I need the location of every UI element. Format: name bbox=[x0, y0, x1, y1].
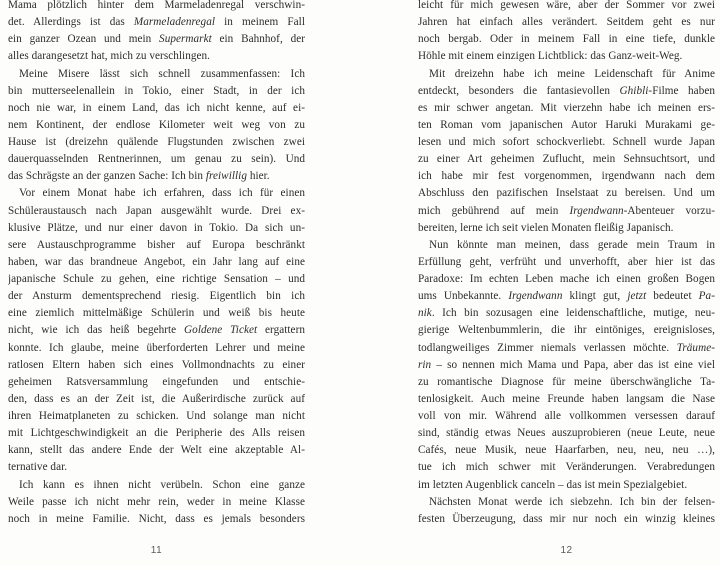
text-line: leicht für mich gewesen wäre, aber der Sommer vor zwei bbox=[418, 0, 715, 11]
text-line: nem Kontinent, der endlose Kilometer weit weg von zu bbox=[8, 118, 305, 131]
text-line: bereiten, lerne ich seit vielen Monaten fleißig Japanisch. bbox=[418, 221, 674, 234]
page-right bbox=[418, 0, 715, 565]
text-line: das Schrägste an der ganzen Sache: Ich bin freiwillig hier. bbox=[8, 170, 270, 183]
text-line: ihren Heimatplaneten zu schicken. Und solange man nicht bbox=[8, 410, 305, 422]
text-line: der Ansturm dementsprechend riesig. Eigentlich bin ich bbox=[8, 290, 305, 303]
text-line: gierige Weltenbummlerin, die ihr eintöniges, ereignisloses, bbox=[418, 324, 715, 337]
text-line: det. Allerdings ist das Marmeladenregal in meinem Fall bbox=[8, 16, 305, 29]
text-line: todlangweiliges Zimmer niemals verlassen möchte. Träume- bbox=[418, 341, 715, 354]
page-left-number: 11 bbox=[150, 545, 163, 556]
text-line: zu romantische Diagnose für meine überschwängliche Ta- bbox=[418, 375, 715, 388]
text-line: Schüleraustausch nach Japan ausgewählt wurde. Drei ex- bbox=[8, 204, 305, 217]
text-line: tenlosigkeit. Auch meine Freunde haben langsam die Nase bbox=[418, 392, 715, 405]
text-line: Abschluss den pazifischen Inselstaat zu bereisen. Und um bbox=[418, 187, 715, 200]
text-line: festen Überzeugung, dass mir nur noch ein winzig kleines bbox=[418, 512, 715, 525]
text-line: Paradoxe: Im echten Leben mache ich einen großen Bogen bbox=[418, 273, 715, 285]
text-line: Mit dreizehn habe ich meine Leidenschaft für Anime bbox=[429, 67, 715, 80]
text-line: ratlosen Eltern haben sich eines Vollmondnachts zu einer bbox=[8, 358, 305, 371]
text-line: geheimen Ratsversammlung eingefunden und entschie- bbox=[8, 375, 305, 388]
page-right-text bbox=[418, 0, 715, 528]
text-line: den, dass es an der Zeit ist, die Außerirdische zurück auf bbox=[8, 392, 305, 405]
text-line: konnte. Ich glaube, meine überforderten Lehrer und meine bbox=[8, 341, 305, 354]
text-line: kann, stellt das andere Ende der Welt eine akzeptable Al- bbox=[8, 444, 305, 457]
text-line: dauerquasselnden Rentnerinnen, um genau zu sein). Und bbox=[8, 153, 305, 166]
text-line: tue ich mich schwer mit Veränderungen. Verabredungen bbox=[418, 461, 715, 474]
text-line: Weile passe ich nicht mehr rein, weder in meine Klasse bbox=[8, 495, 305, 508]
text-line: Jahren hat einfach alles verändert. Seitdem geht es nur bbox=[418, 16, 715, 29]
text-line: Meine Misere lässt sich schnell zusammenfassen: Ich bbox=[19, 67, 305, 80]
text-line: nicht, wie ich das heiß begehrte Goldene Ticket ergattern bbox=[8, 324, 305, 337]
text-line: mit Lichtgeschwindigkeit an die Peripherie des Alls reisen bbox=[8, 427, 305, 440]
text-line: entdeckt, besonders die fantasievollen Ghibli-Filme haben bbox=[418, 84, 715, 97]
text-line: ums Unbekannte. Irgendwann klingt gut, jetzt bedeutet Pa- bbox=[418, 290, 715, 303]
text-line: Höhle mit einem einzigen Lichtblick: das Ganz-weit-Weg. bbox=[418, 50, 683, 63]
text-line: japanische Schule zu gehen, eine richtige Sensation – und bbox=[8, 273, 305, 285]
text-line: rin – so nennen mich Mama und Papa, aber das ist eine viel bbox=[418, 358, 715, 371]
page-right-number: 12 bbox=[560, 545, 573, 556]
text-line: im letzten Augenblick canceln – das ist mein Spezialgebiet. bbox=[418, 478, 688, 491]
text-line: mich gebührend auf mein Irgendwann-Abenteuer vorzu- bbox=[418, 204, 715, 217]
text-line: ternative dar. bbox=[8, 461, 68, 474]
text-line: ten Roman vom japanischen Autor Haruki Murakami ge- bbox=[418, 118, 715, 131]
text-line: noch nie war, in einem Land, das ich nicht kenne, auf ei- bbox=[8, 101, 305, 114]
text-line: es mir schwer angetan. Mit vierzehn habe ich meinen ers- bbox=[418, 101, 715, 114]
text-line: eine ziemlich mittelmäßige Schülerin und weiß bis heute bbox=[8, 307, 305, 320]
text-line: Cafés, neue Musik, neue Haarfarben, neu, neu, neu …), bbox=[418, 444, 715, 457]
text-line: bin mutterseelenallein in Tokio, einer Stadt, in der ich bbox=[8, 84, 305, 97]
text-line: Hause ist (dreizehn quälende Flugstunden zwischen zwei bbox=[8, 136, 305, 148]
text-line: sere Austauschprogramme bisher auf Europa beschränkt bbox=[8, 238, 305, 251]
text-line: noch in meine Familie. Nicht, dass es jemals besonders bbox=[8, 512, 305, 525]
text-line: zu einer Art geheimen Zuflucht, mein Sehnsuchtsort, und bbox=[418, 153, 715, 166]
text-line: noch bergab. Oder in meinem Fall in eine tiefe, dunkle bbox=[418, 33, 715, 46]
text-line: nik. Ich bin sozusagen eine leidenschaftliche, mutige, neu- bbox=[418, 307, 715, 320]
text-line: Vor einem Monat habe ich erfahren, dass ich für einen bbox=[19, 187, 305, 200]
text-line: Nun könnte man meinen, dass gerade mein Traum in bbox=[429, 238, 715, 251]
text-line: sind, ständig etwas Neues auszuprobieren (neue Leute, neue bbox=[418, 427, 715, 440]
text-line: klusive Plätze, und nur einer davon in Tokio. Da sich un- bbox=[8, 221, 305, 234]
page-left-text bbox=[8, 0, 305, 528]
text-line: ein ganzer Ozean und mein Supermarkt ein Bahnhof, der bbox=[8, 33, 305, 46]
text-line: Erfüllung geht, verfrüht und unverhofft, aber hier ist das bbox=[418, 255, 715, 268]
text-line: ich habe mir fest vorgenommen, irgendwann nach dem bbox=[418, 170, 715, 183]
text-line: alles darangesetzt hat, mich zu verschlingen. bbox=[8, 50, 210, 63]
text-line: Mama plötzlich hinter dem Marmeladenregal verschwin- bbox=[8, 0, 305, 11]
text-line: Nächsten Monat werde ich siebzehn. Ich bin der felsen- bbox=[429, 495, 715, 508]
text-line: lesen und mich sofort schockverliebt. Schnell wurde Japan bbox=[418, 136, 715, 148]
text-line: haben, war das brandneue Angebot, ein Jahr lang auf eine bbox=[8, 255, 305, 268]
text-line: Ich kann es ihnen nicht verübeln. Schon eine ganze bbox=[19, 478, 305, 491]
text-line: voll von mir. Während alle vollkommen versessen darauf bbox=[418, 410, 715, 422]
page-left bbox=[8, 0, 305, 565]
